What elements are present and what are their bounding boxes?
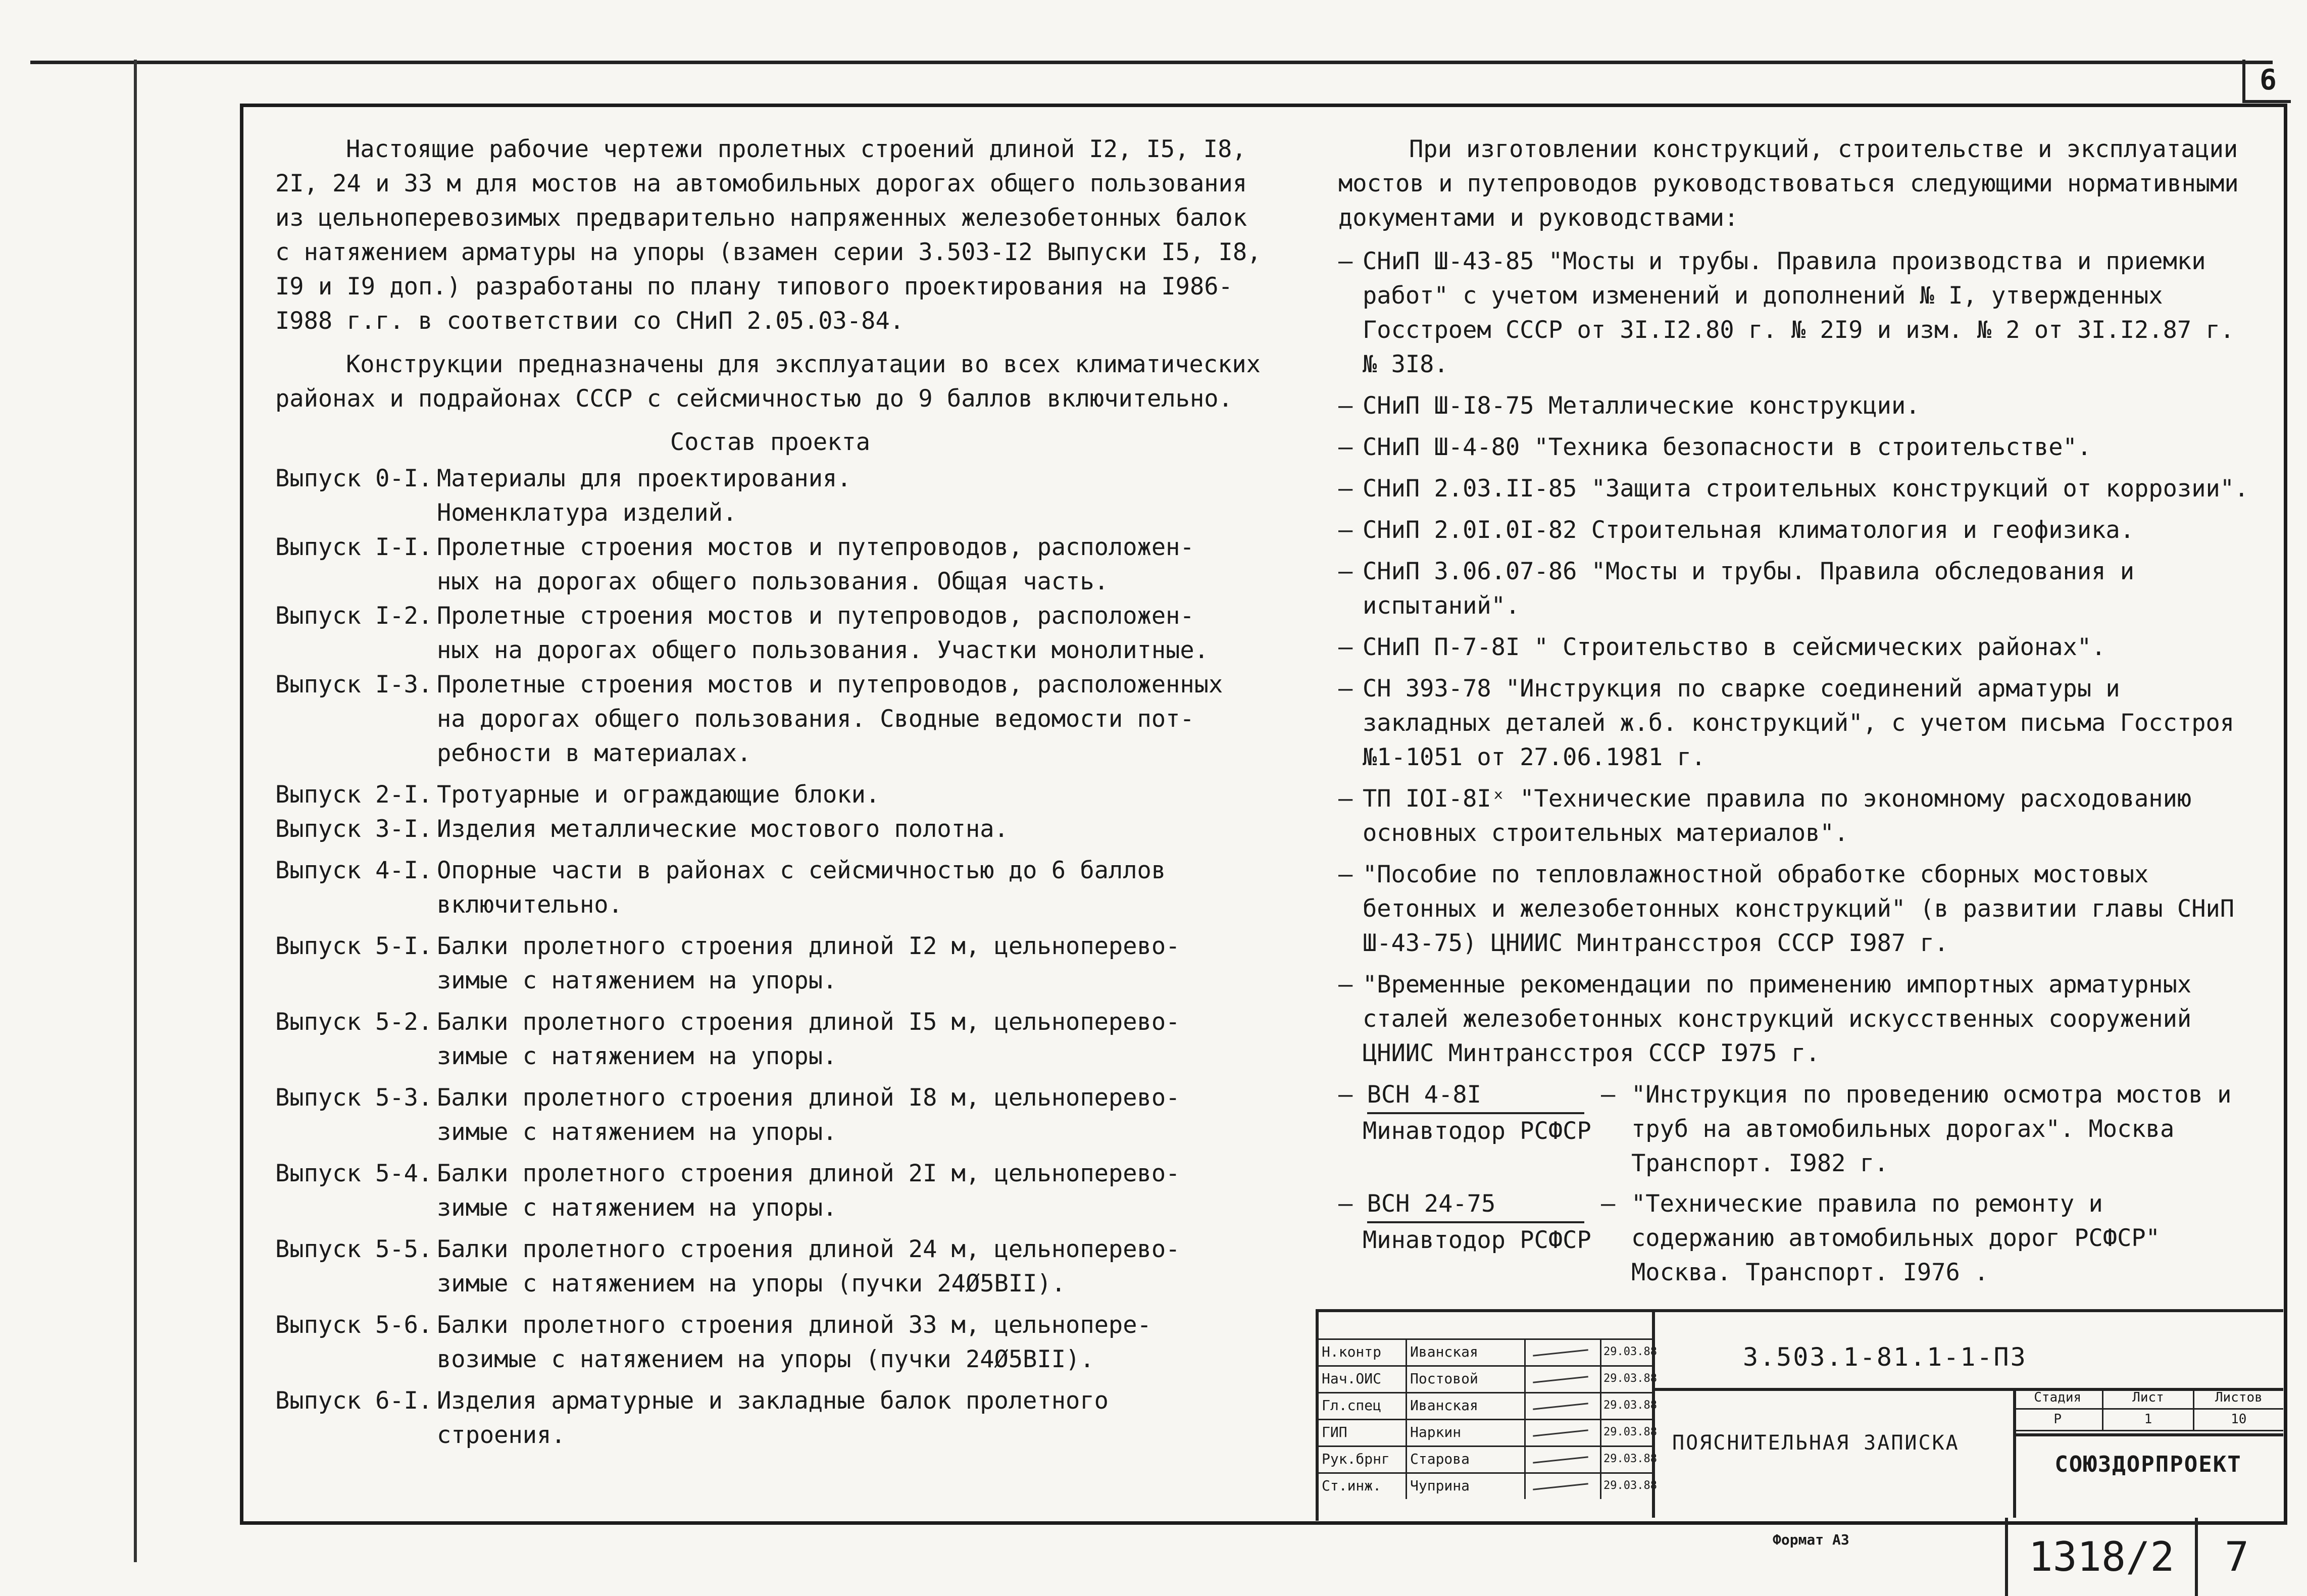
issue-line: Изделия металлические мостового полотна. <box>437 815 1009 843</box>
document-number: 3.503.1-81.1-1-ПЗ <box>1743 1342 2027 1372</box>
stage-values: Р 1 10 <box>2013 1410 2283 1431</box>
issue-list <box>275 462 1265 1453</box>
issue-item <box>275 929 1265 998</box>
organization-name: СОЮЗДОРПРОЕКТ <box>2013 1433 2283 1492</box>
bullet-dash: – <box>1338 971 1353 999</box>
signature-name: Иванская <box>1407 1393 1526 1419</box>
issue-line: строения. <box>437 1421 566 1449</box>
signature-date: 29.03.88 <box>1603 1453 1657 1465</box>
norm-text: СНиП 2.0I.0I-82 Строительная климатология и геофизика. <box>1363 516 2135 544</box>
signature-date: 29.03.88 <box>1603 1479 1657 1492</box>
signature-mark <box>1526 1393 1601 1419</box>
vsn-code: ВСН 4-8I <box>1367 1078 1584 1114</box>
bullet-dash: – <box>1338 516 1353 544</box>
bullet-dash: – <box>1338 861 1353 888</box>
signature-date: 29.03.88 <box>1603 1345 1657 1358</box>
issue-line: Балки пролетного строения длиной I5 м, цельноперево- <box>437 1008 1180 1036</box>
signature-date: 29.03.88 <box>1603 1426 1657 1438</box>
norm-text: СНиП Ш-I8-75 Металлические конструкции. <box>1363 392 1920 420</box>
issue-item <box>275 1005 1265 1074</box>
issue-item <box>275 1081 1265 1150</box>
vsn-description: "Инструкция по проведению осмотра мостов и труб на автомобильных дорогах". Москва Транспорт. I982 г. <box>1631 1081 2232 1177</box>
issue-item <box>275 1384 1265 1453</box>
signature-role: ГИП <box>1319 1420 1407 1445</box>
norm-item <box>1338 513 2258 547</box>
issue-key: Выпуск 5-2. <box>275 1008 433 1036</box>
signature-role: Н.контр <box>1319 1340 1407 1365</box>
signature-row <box>1319 1472 1657 1499</box>
signature-table <box>1319 1338 1657 1499</box>
signature-role: Нач.ОИС <box>1319 1367 1407 1392</box>
vsn-org: Минавтодор РСФСР <box>1363 1117 1591 1145</box>
signature-name: Чуприна <box>1407 1474 1526 1499</box>
issue-item <box>275 599 1265 668</box>
intro-paragraph: Настоящие рабочие чертежи пролетных строений длиной I2, I5, I8, 2I, 24 и 33 м для мостов на автомобильных дорогах общего пользования из цельноперевозимых предварительно напряженных железобетонных балок с натяжением арматуры на упоры (взамен серии 3.503-I2 Выпуски I5, I8, I9 и I9 доп.) разработаны по плану типового проектирования на I986-I988 г.г. в соответствии со СНиП 2.05.03-84. <box>275 135 1262 335</box>
signature-row <box>1319 1445 1657 1472</box>
issue-item <box>275 668 1265 771</box>
issue-line: зимые с натяжением на упоры. <box>437 1118 837 1146</box>
signature-name: Старова <box>1407 1447 1526 1472</box>
issue-item <box>275 1157 1265 1225</box>
norm-item <box>1338 244 2258 382</box>
signature-mark <box>1526 1340 1601 1365</box>
bullet-dash: – <box>1338 475 1353 503</box>
signature-mark <box>1526 1367 1601 1392</box>
norm-item <box>1338 472 2258 506</box>
title-block <box>1316 1309 2283 1521</box>
bullet-dash: – <box>1338 392 1353 420</box>
bullet-dash: – <box>1338 247 1353 275</box>
issue-line: Балки пролетного строения длиной I2 м, цельноперево- <box>437 932 1180 960</box>
issue-item <box>275 462 1265 530</box>
climate-paragraph: Конструкции предназначены для эксплуатации во всех климатических районах и подрайонах СССР с сейсмичностью до 9 баллов включительно. <box>275 351 1261 413</box>
vsn-item: – ВСН 24-75 Минавтодор РСФСР – "Технические правила по ремонту и содержанию автомобильных дорог РСФСР" Москва. Транспорт. I976 . <box>1338 1187 2258 1290</box>
norm-item <box>1338 968 2258 1071</box>
norm-text: СНиП П-7-8I " Строительство в сейсмических районах". <box>1363 633 2106 661</box>
issue-key: Выпуск 6-I. <box>275 1387 433 1415</box>
norm-text: ТП IOI-8Iˣ "Технические правила по экономному расходованию основных строительных материалов". <box>1363 785 2192 847</box>
issue-item <box>275 778 1265 812</box>
norm-item <box>1338 782 2258 851</box>
right-column <box>1338 132 2258 1290</box>
issue-line: Пролетные строения мостов и путепроводов, расположенных <box>437 671 1223 699</box>
issue-key: Выпуск I-3. <box>275 671 433 699</box>
norm-text: СН 393-78 "Инструкция по сварке соединений арматуры и закладных деталей ж.б. конструкций", с учетом письма Госстроя №1-1051 от 27.06.1981 г. <box>1363 675 2235 771</box>
norms-intro: При изготовлении конструкций, строительстве и эксплуатации мостов и путепроводов руководствоваться следующими нормативными документами и руководствами: <box>1338 135 2239 232</box>
issue-line: зимые с натяжением на упоры (пучки 24Ø5ВII). <box>437 1270 1066 1298</box>
issue-line: Изделия арматурные и закладные балок пролетного <box>437 1387 1109 1415</box>
bullet-dash: – <box>1338 675 1353 703</box>
issue-key: Выпуск 5-4. <box>275 1160 433 1187</box>
norm-item <box>1338 430 2258 465</box>
norm-text: "Пособие по тепловлажностной обработке сборных мостовых бетонных и железобетонных конструкций" (в развитии главы СНиП Ш-43-75) ЦНИИС Минтрансстроя СССР I987 г. <box>1363 861 2235 957</box>
sheet-number: 7 <box>2224 1533 2249 1580</box>
issue-line: Балки пролетного строения длиной 24 м, цельноперево- <box>437 1235 1180 1263</box>
signature-mark <box>1526 1474 1601 1499</box>
norm-item <box>1338 389 2258 423</box>
vsn-code: ВСН 24-75 <box>1367 1187 1584 1223</box>
issue-line: возимые с натяжением на упоры (пучки 24Ø5ВII). <box>437 1345 1094 1373</box>
album-box <box>2005 1518 2276 1596</box>
issue-key: Выпуск 5-6. <box>275 1311 433 1339</box>
norm-text: СНиП 3.06.07-86 "Мосты и трубы. Правила обследования и испытаний". <box>1363 558 2135 620</box>
issue-line: Балки пролетного строения длиной I8 м, цельноперево- <box>437 1084 1180 1112</box>
issue-line: зимые с натяжением на упоры. <box>437 967 837 994</box>
vsn-org: Минавтодор РСФСР <box>1363 1226 1591 1254</box>
norm-item <box>1338 555 2258 623</box>
signature-date: 29.03.88 <box>1603 1399 1657 1412</box>
album-number: 1318/2 <box>2028 1533 2175 1580</box>
norm-item <box>1338 672 2258 775</box>
issue-line: на дорогах общего пользования. Сводные ведомости пот- <box>437 705 1194 733</box>
document-title: ПОЯСНИТЕЛЬНАЯ ЗАПИСКА <box>1672 1431 1960 1455</box>
issue-line: Пролетные строения мостов и путепроводов, расположен- <box>437 533 1194 561</box>
bullet-dash: – <box>1338 433 1353 461</box>
issue-key: Выпуск 0-I. <box>275 465 433 492</box>
issue-line: зимые с натяжением на упоры. <box>437 1042 837 1070</box>
format-label: Формат А3 <box>1773 1531 1849 1548</box>
issue-line: Опорные части в районах с сейсмичностью до 6 баллов <box>437 857 1166 884</box>
bullet-dash: – <box>1338 633 1353 661</box>
signature-role: Гл.спец <box>1319 1393 1407 1419</box>
issue-key: Выпуск 4-I. <box>275 857 433 884</box>
issue-line: зимые с натяжением на упоры. <box>437 1194 837 1222</box>
signature-mark <box>1526 1420 1601 1445</box>
issue-item <box>275 854 1265 922</box>
issue-item <box>275 530 1265 599</box>
issue-item <box>275 1308 1265 1377</box>
stage-headers: Стадия Лист Листов <box>2013 1388 2283 1410</box>
issue-line: Балки пролетного строения длиной 2I м, цельноперево- <box>437 1160 1180 1187</box>
signature-role: Рук.брнг <box>1319 1447 1407 1472</box>
norm-text: СНиП 2.03.II-85 "Защита строительных конструкций от коррозии". <box>1363 475 2249 503</box>
signature-role: Ст.инж. <box>1319 1474 1407 1499</box>
issue-key: Выпуск 2-I. <box>275 781 433 809</box>
signature-name: Иванская <box>1407 1340 1526 1365</box>
left-column <box>275 132 1265 1453</box>
norm-list <box>1338 244 2258 1071</box>
signature-row <box>1319 1419 1657 1445</box>
vsn-list <box>1338 1078 2258 1290</box>
issue-key: Выпуск 5-5. <box>275 1235 433 1263</box>
signature-row <box>1319 1392 1657 1419</box>
issue-line: Пролетные строения мостов и путепроводов, расположен- <box>437 602 1194 630</box>
norm-text: СНиП Ш-43-85 "Мосты и трубы. Правила производства и приемки работ" с учетом изменений и дополнений № I, утвержденных Госстроем СССР от 3I.I2.80 г. № 2I9 и изм. № 2 от 3I.I2.87 г. № 3I8. <box>1363 247 2235 378</box>
signature-date: 29.03.88 <box>1603 1372 1657 1385</box>
issue-line: ных на дорогах общего пользования. Общая часть. <box>437 568 1109 595</box>
signature-name: Наркин <box>1407 1420 1526 1445</box>
stage-table <box>2013 1388 2283 1431</box>
issue-key: Выпуск I-I. <box>275 533 433 561</box>
norm-text: СНиП Ш-4-80 "Техника безопасности в строительстве". <box>1363 433 2092 461</box>
signature-name: Постовой <box>1407 1367 1526 1392</box>
bullet-dash: – <box>1338 785 1353 813</box>
issue-key: Выпуск 5-3. <box>275 1084 433 1112</box>
issue-line: Тротуарные и ограждающие блоки. <box>437 781 880 809</box>
norm-item <box>1338 630 2258 665</box>
norm-text: "Временные рекомендации по применению импортных арматурных сталей железобетонных конструкций искусственных сооружений ЦНИИС Минтрансстроя СССР I975 г. <box>1363 971 2192 1067</box>
issue-line: Материалы для проектирования. <box>437 465 851 492</box>
bullet-dash: – <box>1338 558 1353 585</box>
vsn-description: "Технические правила по ремонту и содержанию автомобильных дорог РСФСР" Москва. Транспорт. I976 . <box>1631 1190 2160 1286</box>
issue-line: Балки пролетного строения длиной 33 м, цельнопере- <box>437 1311 1151 1339</box>
issue-line: ных на дорогах общего пользования. Участки монолитные. <box>437 636 1209 664</box>
vsn-item: – ВСН 4-8I Минавтодор РСФСР – "Инструкция по проведению осмотра мостов и труб на автомобильных дорогах". Москва Транспорт. I982 г. <box>1338 1078 2258 1181</box>
issue-item <box>275 1232 1265 1301</box>
norm-item <box>1338 858 2258 961</box>
signature-mark <box>1526 1447 1601 1472</box>
issue-line: ребности в материалах. <box>437 739 751 767</box>
issue-key: Выпуск 3-I. <box>275 815 433 843</box>
section-heading: Состав проекта <box>670 428 871 456</box>
issue-line: Номенклатура изделий. <box>437 499 737 527</box>
page-number: 6 <box>2242 60 2291 103</box>
issue-line: включительно. <box>437 891 623 919</box>
issue-key: Выпуск 5-I. <box>275 932 433 960</box>
signature-row <box>1319 1365 1657 1392</box>
issue-key: Выпуск I-2. <box>275 602 433 630</box>
signature-row <box>1319 1338 1657 1365</box>
issue-item <box>275 812 1265 846</box>
